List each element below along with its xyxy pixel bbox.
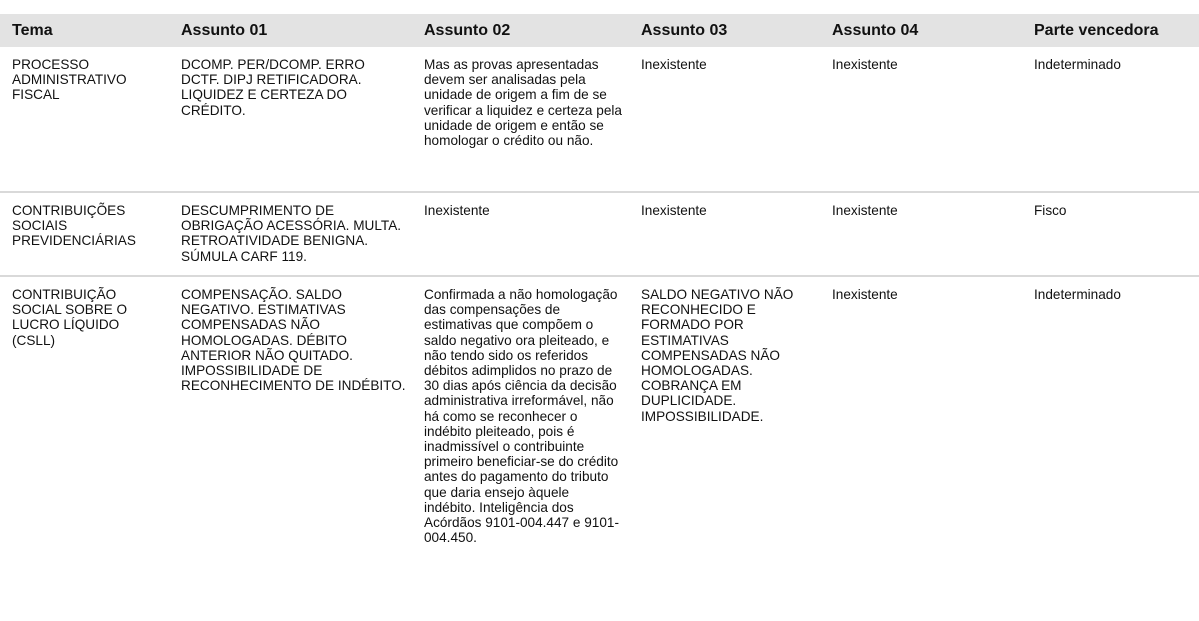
cell-assunto-01: DCOMP. PER/DCOMP. ERRO DCTF. DIPJ RETIFICADORA. LIQUIDEZ E CERTEZA DO CRÉDITO. [181, 57, 365, 118]
table-row [0, 193, 1199, 277]
cell-assunto-04: Inexistente [832, 203, 898, 218]
table-row [0, 47, 1199, 193]
table-row [0, 277, 1199, 617]
header-parte-vencedora: Parte vencedora [1034, 22, 1159, 39]
header-assunto-03: Assunto 03 [641, 22, 728, 39]
cell-tema: PROCESSO ADMINISTRATIVO FISCAL [12, 57, 127, 103]
cell-assunto-02: Mas as provas apresentadas devem ser analisadas pela unidade de origem a fim de se verificar a liquidez e certeza pela unidade de origem e então se homologar o crédito ou não. [424, 57, 622, 149]
cell-assunto-01: DESCUMPRIMENTO DE OBRIGAÇÃO ACESSÓRIA. MULTA. RETROATIVIDADE BENIGNA. SÚMULA CARF 119. [181, 203, 402, 264]
header-tema: Tema [12, 22, 53, 39]
cell-tema: CONTRIBUIÇÕES SOCIAIS PREVIDENCIÁRIAS [12, 203, 136, 249]
results-table [0, 14, 1199, 617]
table-header [0, 14, 1199, 47]
cell-assunto-01: COMPENSAÇÃO. SALDO NEGATIVO. ESTIMATIVAS COMPENSADAS NÃO HOMOLOGADAS. DÉBITO ANTERIOR NÃO QUITADO. IMPOSSIBILIDADE DE RECONHECIMENTO DE INDÉBITO. [181, 287, 406, 394]
cell-parte-vencedora: Indeterminado [1034, 287, 1121, 302]
cell-assunto-02: Inexistente [424, 203, 490, 218]
cell-assunto-03: Inexistente [641, 57, 707, 72]
cell-parte-vencedora: Indeterminado [1034, 57, 1121, 72]
header-assunto-04: Assunto 04 [832, 22, 919, 39]
cell-assunto-04: Inexistente [832, 287, 898, 302]
header-assunto-02: Assunto 02 [424, 22, 511, 39]
cell-assunto-03: SALDO NEGATIVO NÃO RECONHECIDO E FORMADO POR ESTIMATIVAS COMPENSADAS NÃO HOMOLOGADAS. COBRANÇA EM DUPLICIDADE. IMPOSSIBILIDADE. [641, 287, 794, 424]
header-assunto-01: Assunto 01 [181, 22, 268, 39]
cell-parte-vencedora: Fisco [1034, 203, 1067, 218]
table-body [0, 47, 1199, 617]
cell-assunto-04: Inexistente [832, 57, 898, 72]
cell-assunto-02: Confirmada a não homologação das compensações de estimativas que compõem o saldo negativo ora pleiteado, e não tendo sido os referidos débitos adimplidos no prazo de 30 dias após ciência da decisão administrativa irreformável, não há como se reconhecer o indébito pleiteado, pois é inadmissível o contribuinte primeiro beneficiar-se do crédito antes do pagamento do tributo que daria ensejo àquele indébito. Inteligência dos Acórdãos 9101-004.447 e 9101-004.450. [424, 287, 619, 546]
cell-tema: CONTRIBUIÇÃO SOCIAL SOBRE O LUCRO LÍQUIDO (CSLL) [12, 287, 128, 348]
cell-assunto-03: Inexistente [641, 203, 707, 218]
